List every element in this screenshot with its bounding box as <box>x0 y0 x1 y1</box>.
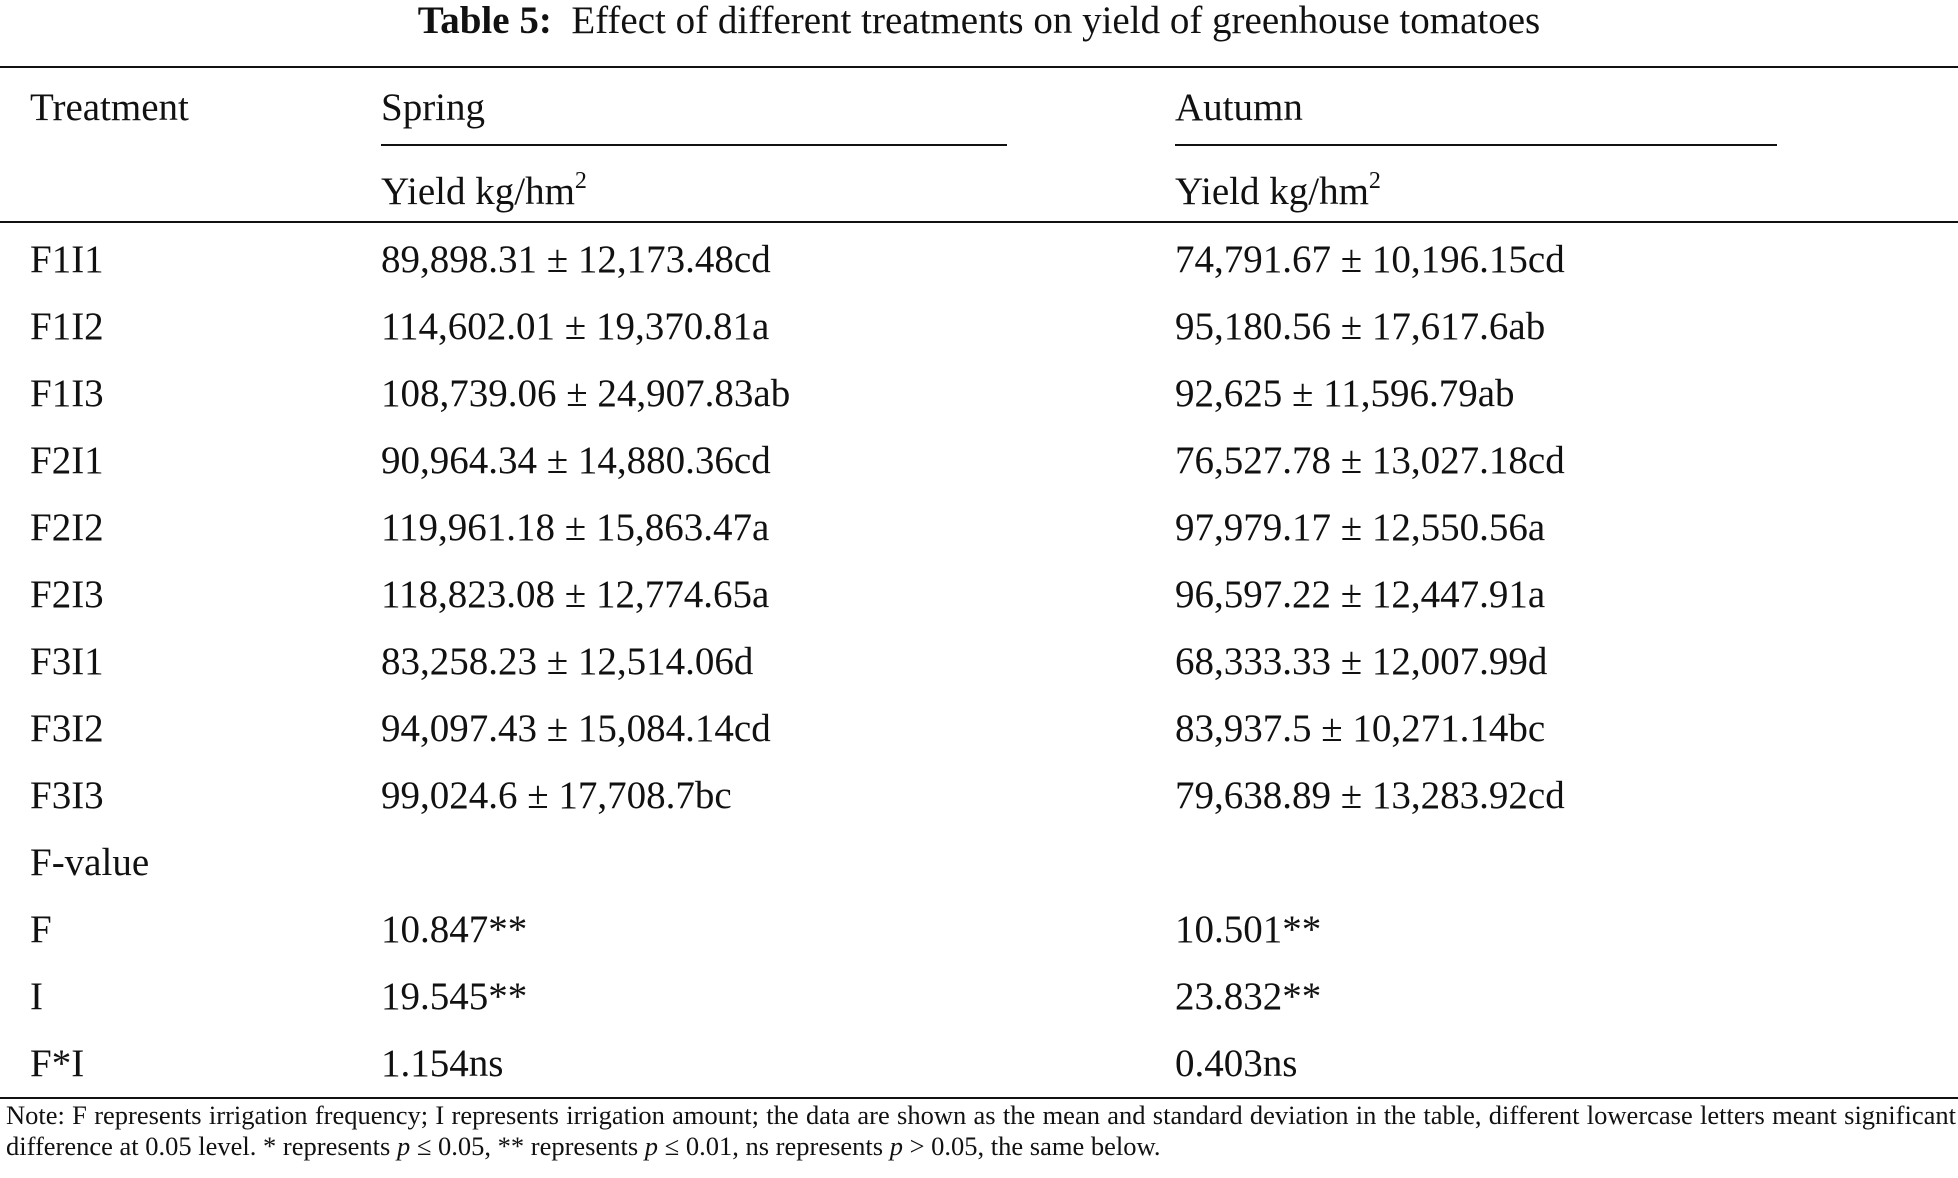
spring-yield-cell: 114,602.01 ± 19,370.81a <box>381 305 770 348</box>
table-title: Effect of different treatments on yield of greenhouse tomatoes <box>571 0 1541 42</box>
spring-f-value-cell: 19.545** <box>381 975 528 1018</box>
spring-yield-cell: 119,961.18 ± 15,863.47a <box>381 506 770 549</box>
autumn-span-rule <box>1175 144 1777 146</box>
autumn-yield-cell: 68,333.33 ± 12,007.99d <box>1175 640 1548 683</box>
spring-yield-cell: 108,739.06 ± 24,907.83ab <box>381 372 791 415</box>
autumn-yield-cell: 79,638.89 ± 13,283.92cd <box>1175 774 1565 817</box>
header-treatment: Treatment <box>30 86 189 129</box>
note-p-symbol: p <box>889 1131 903 1161</box>
treatment-cell: F2I1 <box>30 439 104 482</box>
autumn-f-value-cell: 0.403ns <box>1175 1042 1298 1085</box>
autumn-unit-text: Yield kg/hm <box>1175 170 1369 213</box>
spring-span-rule <box>381 144 1007 146</box>
treatment-cell: F1I3 <box>30 372 104 415</box>
treatment-cell: F*I <box>30 1042 85 1085</box>
autumn-yield-cell: 76,527.78 ± 13,027.18cd <box>1175 439 1565 482</box>
autumn-yield-cell: 96,597.22 ± 12,447.91a <box>1175 573 1546 616</box>
table-caption <box>0 0 1958 42</box>
treatment-cell: F3I3 <box>30 774 104 817</box>
treatment-cell: F2I2 <box>30 506 104 549</box>
spring-yield-cell: 89,898.31 ± 12,173.48cd <box>381 238 771 281</box>
spring-f-value-cell: 1.154ns <box>381 1042 504 1085</box>
autumn-unit-header <box>1175 170 1381 219</box>
spring-yield-cell: 99,024.6 ± 17,708.7bc <box>381 774 732 817</box>
spring-yield-cell: 83,258.23 ± 12,514.06d <box>381 640 754 683</box>
autumn-yield-cell: 92,625 ± 11,596.79ab <box>1175 372 1515 415</box>
autumn-yield-cell: 97,979.17 ± 12,550.56a <box>1175 506 1546 549</box>
autumn-yield-cell: 74,791.67 ± 10,196.15cd <box>1175 238 1565 281</box>
note-text-1: Note: F represents irrigation frequency; I represents irrigation amount; the data are shown as the mean and standard deviation in the table, different lowercase letters meant significant difference at 0.05 level. * represents <box>6 1100 1956 1161</box>
spring-yield-cell: 118,823.08 ± 12,774.65a <box>381 573 770 616</box>
bottom-rule <box>0 1097 1958 1099</box>
note-p-symbol: p <box>644 1131 659 1161</box>
note-text-3: ≤ 0.01, ns represents <box>658 1131 890 1161</box>
spring-unit-text: Yield kg/hm <box>381 170 575 213</box>
f-value-section-label: F-value <box>30 841 150 884</box>
treatment-cell: F3I2 <box>30 707 104 750</box>
treatment-cell: F1I2 <box>30 305 104 348</box>
treatment-cell: I <box>30 975 43 1018</box>
treatment-cell: F2I3 <box>30 573 104 616</box>
table-note <box>6 1100 1956 1162</box>
spring-yield-cell: 94,097.43 ± 15,084.14cd <box>381 707 771 750</box>
note-p-symbol: p <box>396 1131 411 1161</box>
note-text-2: ≤ 0.05, ** represents <box>410 1131 645 1161</box>
autumn-f-value-cell: 10.501** <box>1175 908 1322 951</box>
treatment-cell: F1I1 <box>30 238 104 281</box>
header-rule <box>0 221 1958 223</box>
top-rule <box>0 66 1958 68</box>
table-label: Table 5: <box>417 0 552 42</box>
autumn-yield-cell: 95,180.56 ± 17,617.6ab <box>1175 305 1546 348</box>
note-text-4: > 0.05, the same below. <box>902 1131 1161 1161</box>
spring-f-value-cell: 10.847** <box>381 908 528 951</box>
spring-yield-cell: 90,964.34 ± 14,880.36cd <box>381 439 771 482</box>
treatment-cell: F <box>30 908 52 951</box>
header-autumn: Autumn <box>1175 86 1303 129</box>
spring-unit-header <box>381 170 587 219</box>
autumn-f-value-cell: 23.832** <box>1175 975 1322 1018</box>
spring-unit-superscript: 2 <box>574 168 587 194</box>
autumn-unit-superscript: 2 <box>1368 168 1381 194</box>
treatment-cell: F3I1 <box>30 640 104 683</box>
header-spring: Spring <box>381 86 486 129</box>
autumn-yield-cell: 83,937.5 ± 10,271.14bc <box>1175 707 1546 750</box>
